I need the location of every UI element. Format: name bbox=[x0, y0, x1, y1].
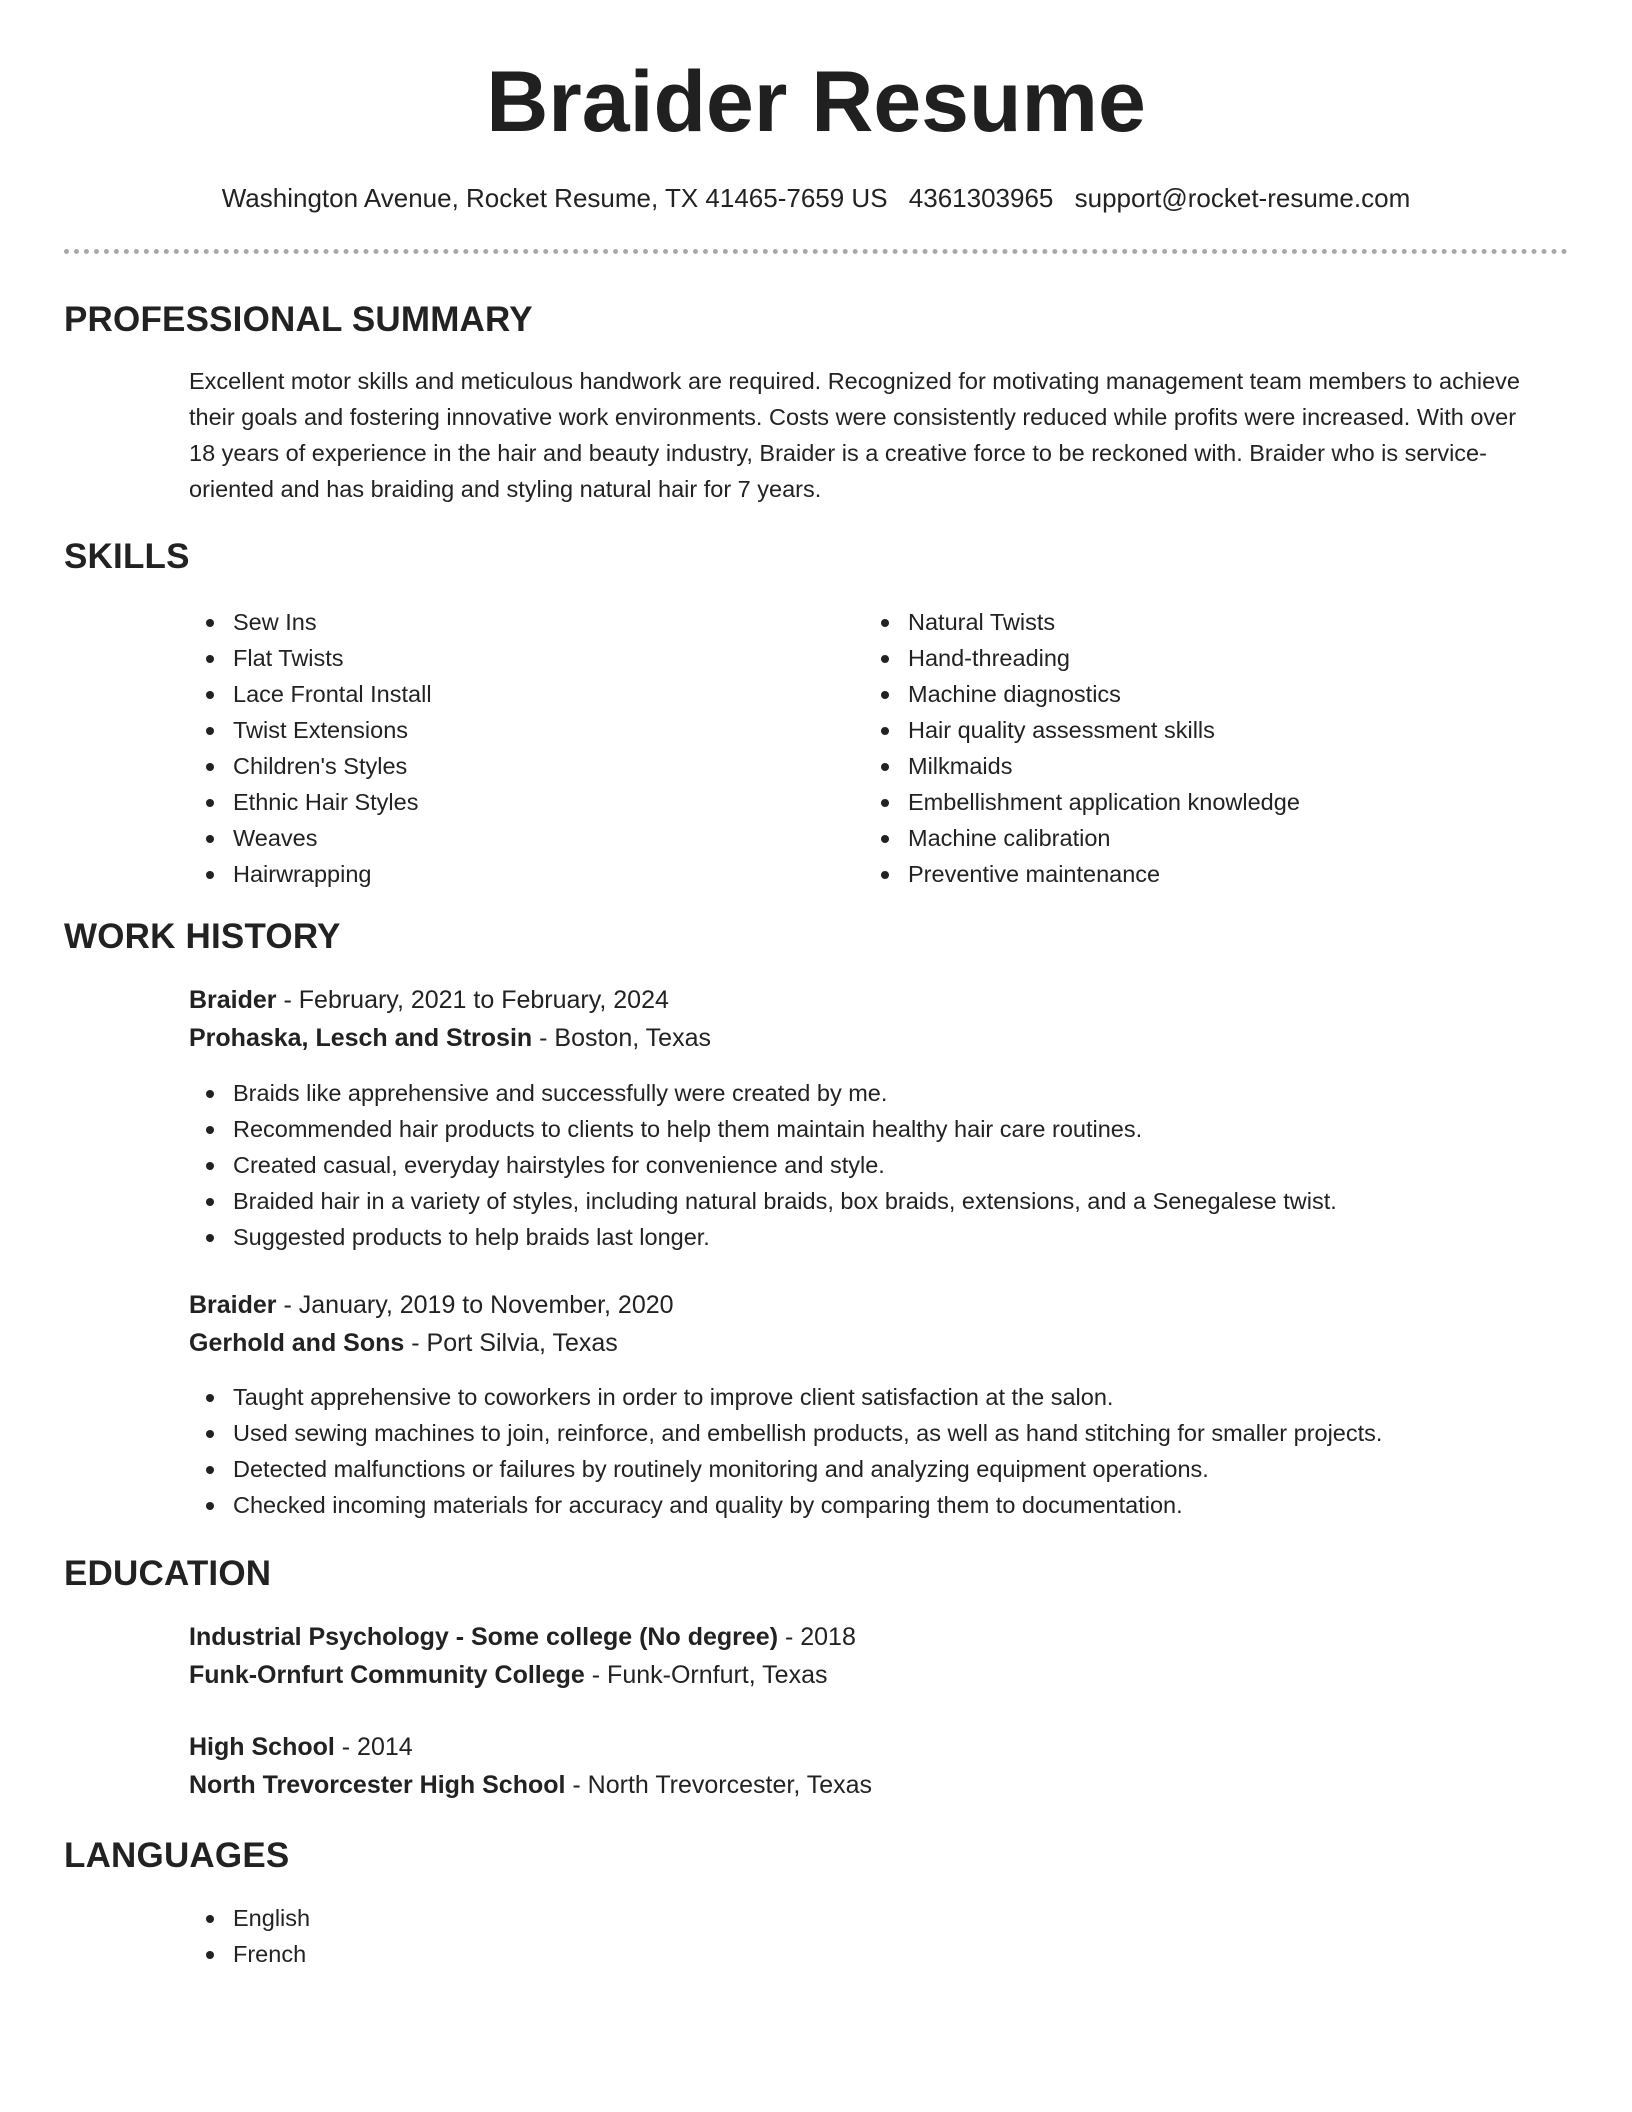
skill-item: Embellishment application knowledge bbox=[864, 784, 1300, 820]
duty-item: Suggested products to help braids last longer. bbox=[189, 1219, 1337, 1255]
education-degree: High School bbox=[189, 1733, 335, 1761]
education-school-line bbox=[189, 1656, 828, 1694]
duty-item: Braided hair in a variety of styles, including natural braids, box braids, extensions, and a Senegalese twist. bbox=[189, 1183, 1337, 1219]
job-role: Braider bbox=[189, 1291, 277, 1319]
education-school-line bbox=[189, 1766, 872, 1804]
skill-item: Natural Twists bbox=[864, 604, 1300, 640]
duty-item: Detected malfunctions or failures by routinely monitoring and analyzing equipment operations. bbox=[189, 1451, 1382, 1487]
job-duties-1 bbox=[189, 1075, 1337, 1255]
education-year: - 2018 bbox=[778, 1623, 856, 1651]
contact-phone: 4361303965 bbox=[908, 183, 1054, 213]
skills-column-left bbox=[189, 604, 432, 892]
skills-list-right bbox=[864, 604, 1300, 892]
job-duties-list bbox=[189, 1075, 1337, 1255]
skill-item: Sew Ins bbox=[189, 604, 432, 640]
languages-list bbox=[189, 1900, 310, 1972]
education-school: Funk-Ornfurt Community College bbox=[189, 1661, 585, 1689]
skills-heading: SKILLS bbox=[64, 537, 190, 576]
education-degree-line bbox=[189, 1618, 856, 1656]
job-location: - Boston, Texas bbox=[532, 1024, 711, 1052]
skill-item: Flat Twists bbox=[189, 640, 432, 676]
job-duties-2 bbox=[189, 1379, 1382, 1523]
skills-list-left bbox=[189, 604, 432, 892]
skill-item: Machine diagnostics bbox=[864, 676, 1300, 712]
job-title-line bbox=[189, 1286, 674, 1324]
education-degree: Industrial Psychology - Some college (No degree) bbox=[189, 1623, 779, 1651]
duty-item: Checked incoming materials for accuracy and quality by comparing them to documentation. bbox=[189, 1487, 1382, 1523]
skill-item: Lace Frontal Install bbox=[189, 676, 432, 712]
job-duties-list bbox=[189, 1379, 1382, 1523]
skills-column-right bbox=[864, 604, 1300, 892]
resume-title: Braider Resume bbox=[486, 54, 1146, 150]
skill-item: Hairwrapping bbox=[189, 856, 432, 892]
skill-item: Ethnic Hair Styles bbox=[189, 784, 432, 820]
contact-address: Washington Avenue, Rocket Resume, TX 41465-7659 US bbox=[221, 183, 888, 213]
summary-heading: PROFESSIONAL SUMMARY bbox=[64, 300, 533, 339]
skill-item: Milkmaids bbox=[864, 748, 1300, 784]
duty-item: Taught apprehensive to coworkers in order to improve client satisfaction at the salon. bbox=[189, 1379, 1382, 1415]
job-title-line bbox=[189, 981, 669, 1019]
duty-item: Recommended hair products to clients to help them maintain healthy hair care routines. bbox=[189, 1111, 1337, 1147]
languages-heading: LANGUAGES bbox=[64, 1836, 290, 1875]
education-heading: EDUCATION bbox=[64, 1554, 272, 1593]
job-dates: - January, 2019 to November, 2020 bbox=[276, 1291, 674, 1319]
work-history-heading: WORK HISTORY bbox=[64, 917, 341, 956]
skill-item: Weaves bbox=[189, 820, 432, 856]
summary-text: Excellent motor skills and meticulous handwork are required. Recognized for motivating management team members to achieve their goals and fostering innovative work environments. Costs were consistently reduced while profits were increased. With over 18 years of experience in the hair and beauty industry, Braider is a creative force to be reckoned with. Braider who is service-oriented and has braiding and styling natural hair for 7 years. bbox=[189, 368, 1520, 502]
skill-item: Hand-threading bbox=[864, 640, 1300, 676]
education-school: North Trevorcester High School bbox=[189, 1771, 566, 1799]
job-company-line bbox=[189, 1019, 711, 1057]
education-location: - Funk-Ornfurt, Texas bbox=[584, 1661, 828, 1689]
skill-item: Twist Extensions bbox=[189, 712, 432, 748]
job-company-line bbox=[189, 1324, 618, 1362]
duty-item: Used sewing machines to join, reinforce, and embellish products, as well as hand stitching for smaller projects. bbox=[189, 1415, 1382, 1451]
job-role: Braider bbox=[189, 986, 277, 1014]
duty-item: Braids like apprehensive and successfully were created by me. bbox=[189, 1075, 1337, 1111]
education-location: - North Trevorcester, Texas bbox=[565, 1771, 873, 1799]
duty-item: Created casual, everyday hairstyles for convenience and style. bbox=[189, 1147, 1337, 1183]
job-dates: - February, 2021 to February, 2024 bbox=[276, 986, 669, 1014]
job-company: Prohaska, Lesch and Strosin bbox=[189, 1024, 533, 1052]
language-item: French bbox=[189, 1936, 310, 1972]
education-degree-line bbox=[189, 1728, 413, 1766]
job-location: - Port Silvia, Texas bbox=[404, 1329, 618, 1357]
skill-item: Machine calibration bbox=[864, 820, 1300, 856]
skill-item: Hair quality assessment skills bbox=[864, 712, 1300, 748]
skill-item: Children's Styles bbox=[189, 748, 432, 784]
education-year: - 2014 bbox=[334, 1733, 413, 1761]
job-company: Gerhold and Sons bbox=[189, 1329, 405, 1357]
languages-block bbox=[189, 1900, 310, 1972]
contact-line bbox=[0, 180, 1632, 216]
header-divider bbox=[64, 249, 1568, 254]
language-item: English bbox=[189, 1900, 310, 1936]
skill-item: Preventive maintenance bbox=[864, 856, 1300, 892]
contact-email: support@rocket-resume.com bbox=[1074, 183, 1411, 213]
